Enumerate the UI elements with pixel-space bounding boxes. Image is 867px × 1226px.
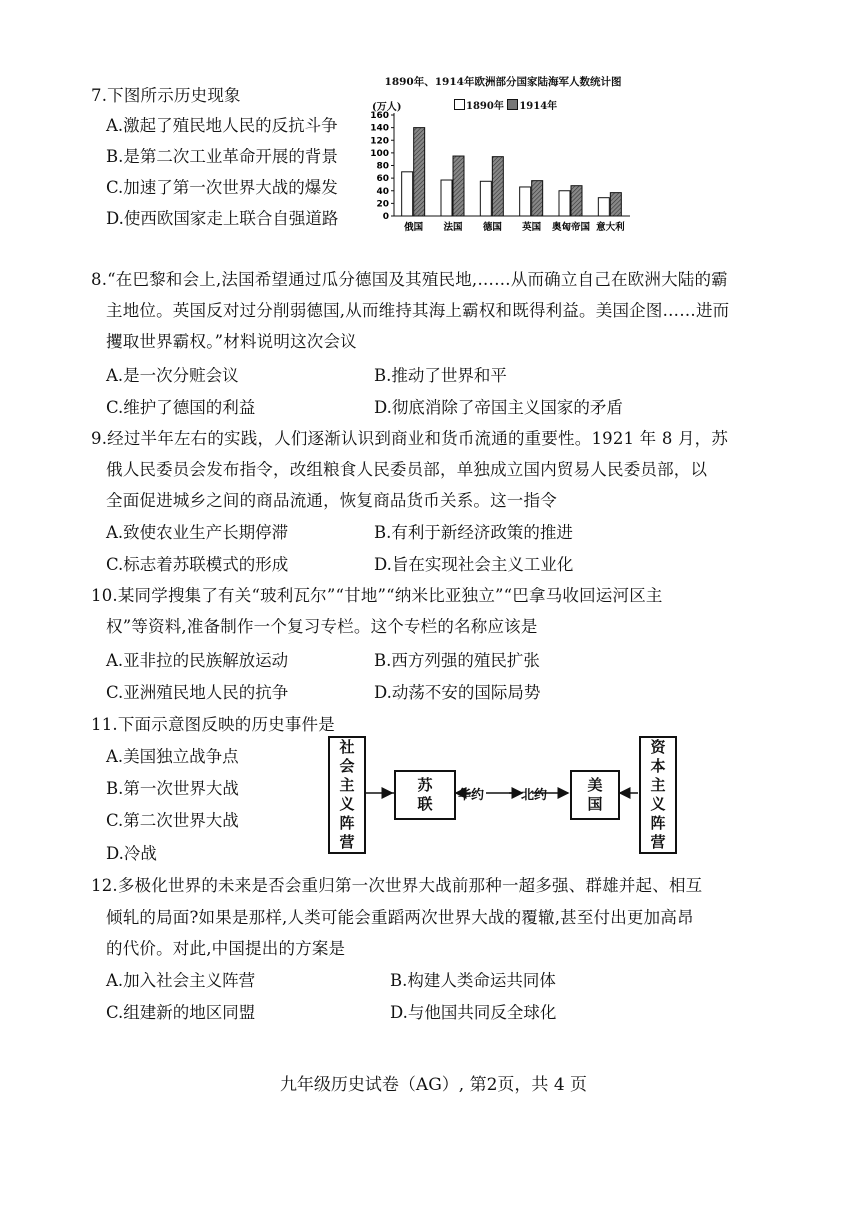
chart-bar-1914年-英国 — [532, 181, 543, 216]
warsaw-pact-label: 华约 — [458, 788, 485, 803]
chart-category-label: 俄国 — [404, 222, 424, 233]
chart-y-tick-label: 140 — [370, 123, 389, 134]
q12-option-b: B.构建人类命运共同体 — [390, 971, 556, 990]
chart-bar-1890年-德国 — [480, 181, 491, 216]
q11-option-a: A.美国独立战争点 — [106, 747, 239, 766]
q9-option-a: A.致使农业生产长期停滞 — [106, 523, 289, 542]
q11-option-c: C.第二次世界大战 — [106, 811, 239, 830]
chart-bar-1914年-法国 — [453, 156, 464, 216]
q7-option-a: A.激起了殖民地人民的反抗斗争 — [106, 116, 338, 135]
chart-bar-1890年-俄国 — [402, 172, 413, 216]
chart-bar-1914年-意大利 — [610, 193, 621, 216]
chart-bar-1890年-法国 — [441, 180, 452, 216]
q9-option-c: C.标志着苏联模式的形成 — [106, 555, 289, 574]
q12-option-c: C.组建新的地区同盟 — [106, 1003, 256, 1022]
soviet-box: 苏 联 — [394, 770, 456, 820]
socialist-camp-box: 社 会 主 义 阵 营 — [328, 736, 366, 854]
q8-line-2: 主地位。英国反对过分削弱德国,从而维持其海上霸权和既得利益。美国企图……进而 — [106, 301, 730, 320]
chart-y-tick-label: 100 — [370, 148, 389, 159]
q8-option-a: A.是一次分赃会议 — [106, 366, 239, 385]
q8-option-d: D.彻底消除了帝国主义国家的矛盾 — [374, 398, 623, 417]
chart-y-tick-label: 0 — [382, 212, 389, 222]
legend-label-1890: 1890年 — [466, 101, 504, 112]
chart-category-label: 意大利 — [596, 222, 625, 233]
q7-option-c: C.加速了第一次世界大战的爆发 — [106, 178, 338, 197]
q12-option-a: A.加入社会主义阵营 — [106, 971, 256, 990]
chart-category-label: 法国 — [443, 222, 463, 233]
chart-category-label: 德国 — [482, 222, 502, 233]
legend-swatch-1890 — [454, 99, 465, 110]
q12-line-2: 倾轧的局面?如果是那样,人类可能会重蹈两次世界大战的覆辙,甚至付出更加高昂 — [106, 908, 694, 927]
q9-option-d: D.旨在实现社会主义工业化 — [374, 555, 574, 574]
chart-bar-1914年-奥匈帝国 — [571, 186, 582, 216]
q10-line-1: 10.某同学搜集了有关“玻利瓦尔”“甘地”“纳米比亚独立”“巴拿马收回运河区主 — [91, 586, 663, 605]
q10-option-a: A.亚非拉的民族解放运动 — [106, 651, 289, 670]
chart-y-tick-label: 60 — [376, 174, 389, 185]
army-size-chart — [368, 70, 638, 240]
q10-option-b: B.西方列强的殖民扩张 — [374, 651, 540, 670]
chart-bar-1914年-德国 — [492, 157, 503, 216]
legend-label-1914: 1914年 — [519, 101, 558, 112]
q8-option-b: B.推动了世界和平 — [374, 366, 507, 385]
q9-line-2: 俄人民委员会发布指令，改组粮食人民委员部，单独成立国内贸易人民委员部，以 — [106, 460, 708, 479]
q12-line-3: 的代价。对此,中国提出的方案是 — [106, 939, 346, 958]
q7-stem: 7.下图所示历史现象 — [91, 86, 241, 105]
q7-option-d: D.使西欧国家走上联合自强道路 — [106, 209, 339, 228]
q11-option-d: D.冷战 — [106, 844, 157, 863]
q8-line-1: 8.“在巴黎和会上,法国希望通过瓜分德国及其殖民地,……从而确立自己在欧洲大陆的霸 — [91, 270, 728, 289]
q9-line-1: 9.经过半年左右的实践，人们逐渐认识到商业和货币流通的重要性。1921 年 8 月，苏 — [91, 429, 729, 448]
chart-bar-1914年-俄国 — [414, 128, 425, 216]
chart-canvas — [368, 70, 638, 240]
q8-line-3: 攫取世界霸权。”材料说明这次会议 — [106, 332, 357, 351]
chart-ylabel: (万人) — [372, 102, 402, 113]
q8-option-c: C.维护了德国的利益 — [106, 398, 256, 417]
q12-line-1: 12.多极化世界的未来是否会重归第一次世界大战前那种一超多强、群雄并起、相互 — [91, 876, 703, 895]
chart-legend — [454, 97, 557, 112]
chart-y-tick-label: 80 — [376, 161, 389, 172]
q9-option-b: B.有利于新经济政策的推进 — [374, 523, 573, 542]
chart-title: 1890年、1914年欧洲部分国家陆海军人数统计图 — [384, 76, 622, 88]
capitalist-camp-box: 资 本 主 义 阵 营 — [639, 736, 677, 854]
chart-y-tick-label: 120 — [370, 136, 389, 147]
q11-option-b: B.第一次世界大战 — [106, 779, 239, 798]
chart-y-tick-label: 160 — [370, 111, 389, 121]
chart-category-label: 奥匈帝国 — [551, 222, 591, 233]
chart-category-label: 英国 — [522, 222, 542, 233]
cold-war-diagram — [328, 736, 698, 856]
chart-y-tick-label: 40 — [376, 186, 389, 197]
q12-option-d: D.与他国共同反全球化 — [390, 1003, 557, 1022]
q10-option-c: C.亚洲殖民地人民的抗争 — [106, 683, 289, 702]
chart-bar-1890年-英国 — [520, 187, 531, 216]
nato-label: 北约 — [521, 788, 548, 803]
q11-stem: 11.下面示意图反映的历史事件是 — [91, 715, 335, 734]
q10-option-d: D.动荡不安的国际局势 — [374, 683, 541, 702]
chart-y-tick-label: 20 — [376, 199, 389, 210]
q7-option-b: B.是第二次工业革命开展的背景 — [106, 147, 338, 166]
chart-bar-1890年-意大利 — [598, 198, 609, 216]
chart-bar-1890年-奥匈帝国 — [559, 191, 570, 216]
q10-line-2: 权”等资料,准备制作一个复习专栏。这个专栏的名称应该是 — [106, 617, 538, 636]
legend-swatch-1914 — [507, 99, 518, 110]
usa-box: 美 国 — [570, 770, 620, 820]
q9-line-3: 全面促进城乡之间的商品流通，恢复商品货币关系。这一指令 — [106, 491, 557, 510]
page-footer: 九年级历史试卷（AG）, 第2页，共 4 页 — [279, 1075, 588, 1095]
